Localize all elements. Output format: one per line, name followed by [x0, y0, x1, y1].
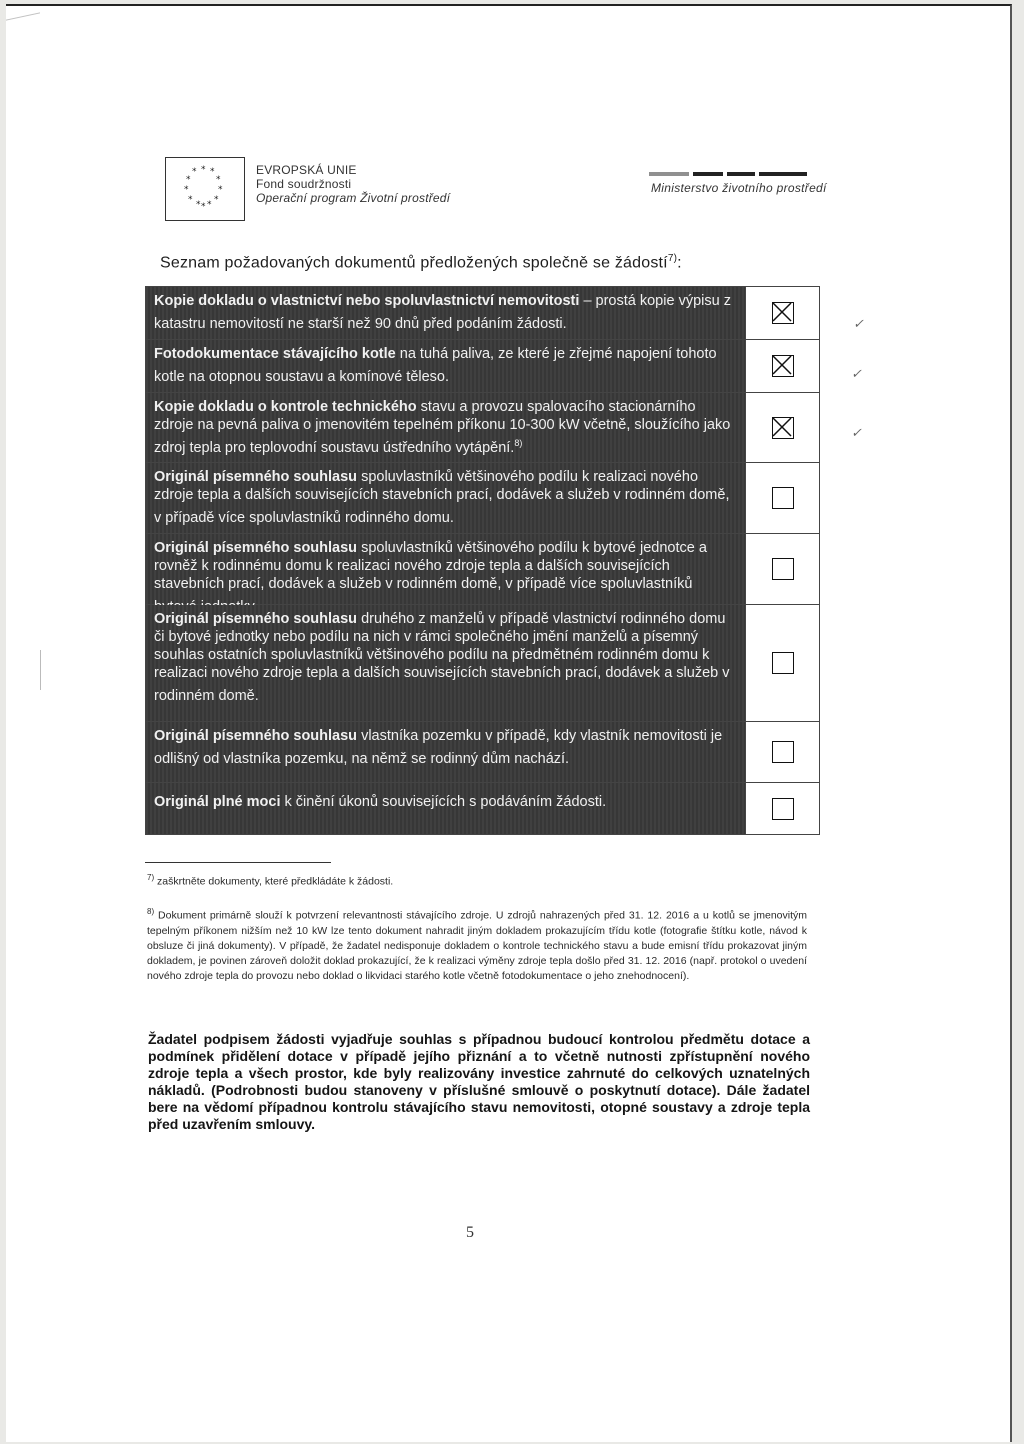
svg-text:*: * — [196, 200, 201, 210]
heading-text: Seznam požadovaných dokumentů předložených společně se žádostí — [160, 254, 668, 272]
document-label-text: spoluvlastníků většinového podílu k realizaci nového zdroje tepla a dalších souvisejících stavebních prací, dodávek a služeb v rodinném domě, v případě více spoluvlastníků rodinného domu. — [154, 469, 730, 526]
document-footnote-ref: 8) — [514, 438, 523, 448]
document-label-text: druhého z manželů v případě vlastnictví rodinného domu či bytové jednotky nebo podílu na nich v rámci společného jmění manželů a písemný souhlas ostatních spoluvlastníků většinového podílu na předmětném rodinném domu k realizaci nového zdroje tepla a dalších souvisejících stavebních prací, dodávek a služeb v rodinném domě. — [154, 611, 730, 704]
handwritten-check-icon: ✓ — [851, 425, 862, 440]
document-label-bold: Originál písemného souhlasu — [154, 611, 358, 627]
svg-text:*: * — [207, 200, 212, 210]
document-row — [146, 722, 820, 783]
document-label — [146, 722, 746, 782]
document-checkbox-cell — [746, 393, 820, 462]
footnote-8-mark: 8) — [147, 907, 155, 916]
document-label-text: na tuhá paliva, ze které je zřejmé napojení tohoto kotle na otopnou soustavu a komínové těleso. — [154, 346, 717, 385]
document-label-bold: Originál písemného souhlasu — [154, 540, 358, 556]
footnote-7-text: zaškrtněte dokumenty, které předkládáte k žádosti. — [154, 875, 394, 888]
document-label — [146, 393, 746, 462]
handwritten-check-icon: ✓ — [851, 366, 862, 381]
footnote-7-mark: 7) — [147, 873, 155, 882]
checkbox-empty-icon[interactable] — [772, 798, 794, 820]
handwritten-check-icon: ✓ — [853, 316, 864, 331]
document-checkbox-cell — [746, 534, 820, 604]
document-label-bold: Originál písemného souhlasu — [154, 469, 358, 485]
footnote-7 — [147, 870, 807, 890]
checkbox-empty-icon[interactable] — [772, 741, 794, 763]
document-checkbox-cell — [746, 463, 820, 533]
document-checkbox-cell — [746, 783, 820, 834]
svg-text:*: * — [192, 167, 197, 177]
checkbox-empty-icon[interactable] — [772, 558, 794, 580]
footnote-8-text: Dokument primárně slouží k potvrzení relevantnosti stávajícího zdroje. U zdrojů nahrazených před 31. 12. 2016 a u kotlů se jmenovitým tepelným příkonem nižším než 10 kW lze tento dokument nahradit jiným dokladem prokazujícím třídu kotle (fotografie štítku kotle, návod k obsluze či jiná dokumenty). V případě, že žadatel nedisponuje dokladem o kontrole technického stavu a bude emisní třídu prokazovat jiným dokladem, je povinen zároveň doložit doklad prokazující, že k realizaci výměny zdroje tepla došlo před 31. 12. 2016 (např. protokol o uvedení nového zdroje tepla do provozu nebo doklad o likvidaci starého kotle včetně fotodokumentace o jeho znehodnocení). — [147, 909, 807, 982]
document-row — [146, 340, 820, 393]
document-label-text: stavu a provozu spalovacího stacionárního zdroje na pevná paliva o jmenovitém tepelném příkonu 10-300 kW včetně, sloužícího jako zdroj tepla pro teplovodní soustavu ústředního vytápění. — [154, 399, 731, 456]
heading-footnote-ref: 7) — [667, 253, 678, 264]
eu-text-block — [256, 163, 450, 205]
program-name: Operační program Životní prostředí — [256, 191, 451, 205]
svg-text:*: * — [201, 202, 206, 212]
document-label — [146, 287, 746, 339]
document-label-bold: Originál písemného souhlasu — [154, 728, 358, 744]
checkbox-checked-icon[interactable] — [772, 302, 794, 324]
svg-text:*: * — [210, 167, 215, 177]
svg-text:*: * — [218, 185, 223, 195]
page-title — [160, 253, 682, 272]
page-number: 5 — [466, 1224, 474, 1241]
svg-text:*: * — [186, 175, 191, 185]
ministry-name: Ministerstvo životního prostředí — [651, 181, 827, 195]
document-checkbox-cell — [746, 605, 820, 721]
footnote-8 — [147, 904, 807, 984]
svg-text:*: * — [214, 195, 219, 205]
document-label — [146, 340, 746, 392]
ministry-logo-bar — [649, 172, 807, 176]
checkbox-checked-icon[interactable] — [772, 355, 794, 377]
fund-name: Fond soudržnosti — [256, 177, 352, 191]
document-checkbox-cell — [746, 722, 820, 782]
checkbox-empty-icon[interactable] — [772, 487, 794, 509]
checkbox-checked-icon[interactable] — [772, 417, 794, 439]
document-label-text: k činění úkonů souvisejících s podáváním žádosti. — [280, 793, 607, 810]
document-label-bold: Kopie dokladu o vlastnictví nebo spoluvlastnictví nemovitosti — [154, 293, 580, 309]
svg-text:*: * — [188, 195, 193, 205]
document-row — [146, 783, 820, 835]
document-label — [146, 534, 746, 604]
document-row — [146, 393, 820, 463]
document-label-bold: Kopie dokladu o kontrole technického — [154, 399, 417, 415]
document-label-text: vlastníka pozemku v případě, kdy vlastník nemovitosti je odlišný od vlastníka pozemku, na němž se rodinný dům nachází. — [154, 728, 723, 767]
document-label-bold: Fotodokumentace stávajícího kotle — [154, 346, 396, 362]
document-label — [146, 783, 746, 834]
heading-suffix: : — [677, 254, 682, 272]
document-label — [146, 605, 746, 721]
document-row — [146, 534, 820, 605]
applicant-statement: Žadatel podpisem žádosti vyjadřuje souhlas s případnou budoucí kontrolou předmětu dotace a podmínek přidělení dotace v případě jejího přiznání a to včetně nutnosti zpřístupnění nového zdroje tepla a všech prostor, kde byly realizovány investice zahrnuté do celkových uznatelných nákladů. (Podrobnosti budou stanoveny v příslušné smlouvě o poskytnutí dotace). Dále žadatel bere na vědomí případnou kontrolu stávajícího stavu nemovitosti, otopné soustavy a zdroje tepla před uzavřením smlouvy. — [148, 1031, 810, 1132]
svg-text:*: * — [216, 175, 221, 185]
footnote-divider — [145, 862, 331, 863]
document-label — [146, 463, 746, 533]
margin-mark — [40, 650, 41, 690]
svg-text:*: * — [184, 185, 189, 195]
documents-table — [145, 286, 820, 835]
document-label-bold: Originál plné moci — [154, 793, 281, 810]
document-label-text: – prostá kopie výpisu z katastru nemovitostí ne starší než 90 dnů před podáním žádosti. — [154, 293, 731, 332]
svg-text:*: * — [201, 165, 206, 175]
document-label-text: spoluvlastníků většinového podílu k bytové jednotce a rovněž k rodinnému domu k realizaci nového zdroje tepla a dalších souvisejících stavebních prací, dodávek a služeb v rodinném domě, v případě více spoluvlastníků — [154, 540, 707, 592]
checkbox-empty-icon[interactable] — [772, 652, 794, 674]
eu-title: EVROPSKÁ UNIE — [256, 163, 357, 177]
document-row — [146, 463, 820, 534]
document-checkbox-cell — [746, 340, 820, 392]
eu-flag-icon — [165, 157, 245, 221]
document-row — [146, 605, 820, 722]
document-checkbox-cell — [746, 287, 820, 339]
document-row — [146, 287, 820, 340]
